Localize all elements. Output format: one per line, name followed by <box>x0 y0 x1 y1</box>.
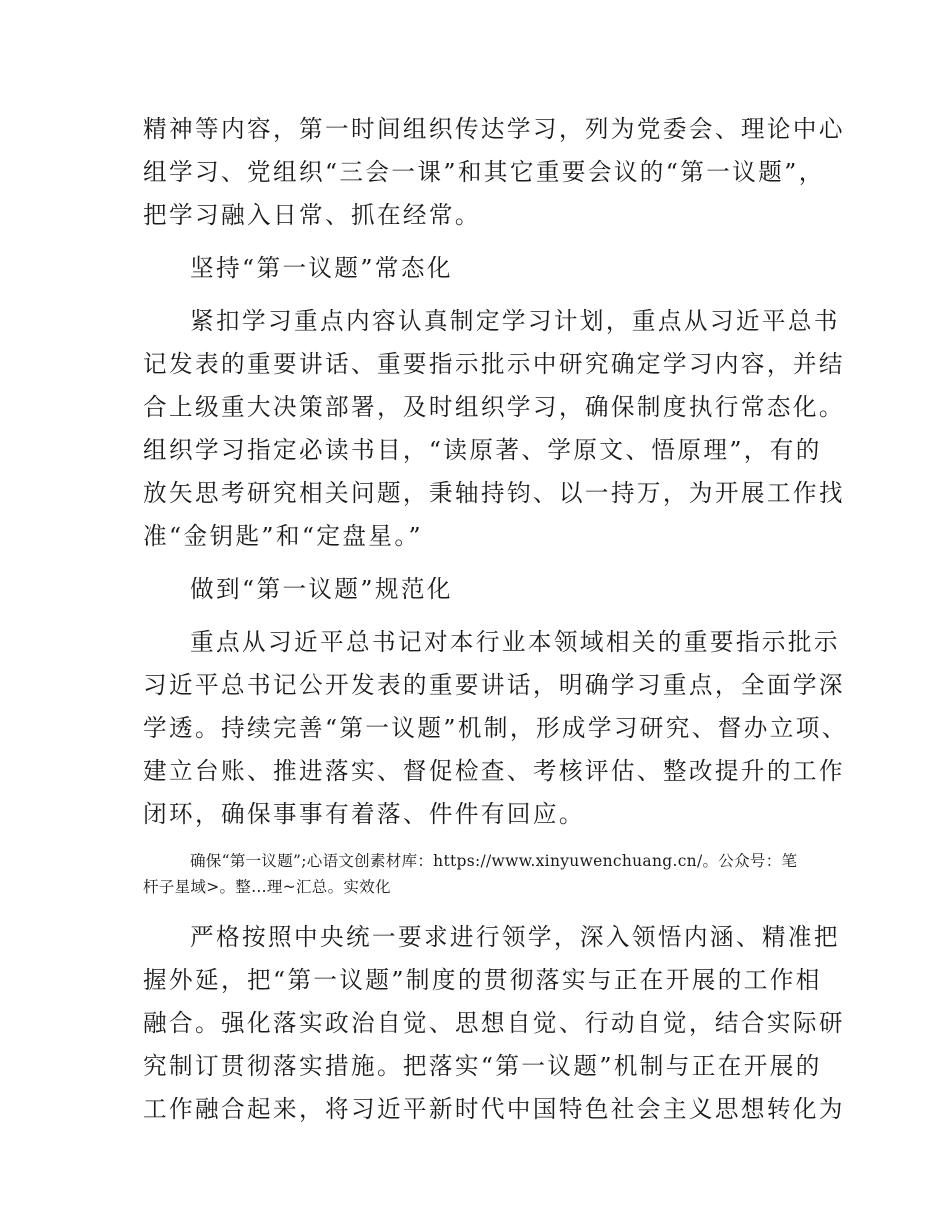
paragraph-line: 组学习、党组织“三会一课”和其它重要会议的“第一议题”， <box>143 158 825 186</box>
paragraph-line: 准“金钥匙”和“定盘星。” <box>143 522 423 550</box>
paragraph-line: 紧扣学习重点内容认真制定学习计划，重点从习近平总书 <box>190 307 840 335</box>
document-body <box>143 108 848 1131</box>
paragraph-4 <box>143 916 845 1131</box>
paragraph-2 <box>143 300 845 558</box>
source-note <box>143 848 823 900</box>
paragraph-line: 融合。强化落实政治自觉、思想自觉、行动自觉，结合实际研 <box>143 1009 845 1037</box>
paragraph-1 <box>143 108 845 237</box>
paragraph-3 <box>143 621 848 836</box>
paragraph-line: 放矢思考研究相关问题，秉轴持钧、以一持万，为开展工作找 <box>143 479 845 507</box>
section-heading-regularize: 坚持“第一议题”常态化 <box>190 254 453 282</box>
paragraph-line: 握外延，把“第一议题”制度的贯彻落实与正在开展的工作相 <box>143 966 822 994</box>
note-line: 确保“第一议题”;心语文创素材库：https://www.xinyuwenchuang.cn/。公众号：笔 <box>190 852 798 870</box>
paragraph-line: 精神等内容，第一时间组织传达学习，列为党委会、理论中心 <box>143 115 845 143</box>
paragraph-line: 闭环，确保事事有着落、件件有回应。 <box>143 800 585 828</box>
section-heading-standardize: 做到“第一议题”规范化 <box>190 575 453 603</box>
paragraph-line: 记发表的重要讲话、重要指示批示中研究确定学习内容，并结 <box>143 350 845 378</box>
paragraph-line: 组织学习指定必读书目，“读原著、学原文、悟原理”，有的 <box>143 436 822 464</box>
paragraph-line: 工作融合起来，将习近平新时代中国特色社会主义思想转化为 <box>143 1095 845 1123</box>
note-line: 杆子星域>。整…理~汇总。实效化 <box>143 878 391 896</box>
paragraph-line: 重点从习近平总书记对本行业本领域相关的重要指示批示 <box>190 628 840 656</box>
paragraph-line: 合上级重大决策部署，及时组织学习，确保制度执行常态化。 <box>143 393 845 421</box>
paragraph-line: 把学习融入日常、抓在经常。 <box>143 201 481 229</box>
paragraph-line: 习近平总书记公开发表的重要讲话，明确学习重点，全面学深 <box>143 671 845 699</box>
paragraph-line: 严格按照中央统一要求进行领学，深入领悟内涵、精准把 <box>190 923 840 951</box>
paragraph-line: 建立台账、推进落实、督促检查、考核评估、整改提升的工作 <box>143 757 845 785</box>
paragraph-line: 究制订贯彻落实措施。把落实“第一议题”机制与正在开展的 <box>143 1052 822 1080</box>
paragraph-line: 学透。持续完善“第一议题”机制，形成学习研究、督办立项、 <box>143 714 848 742</box>
